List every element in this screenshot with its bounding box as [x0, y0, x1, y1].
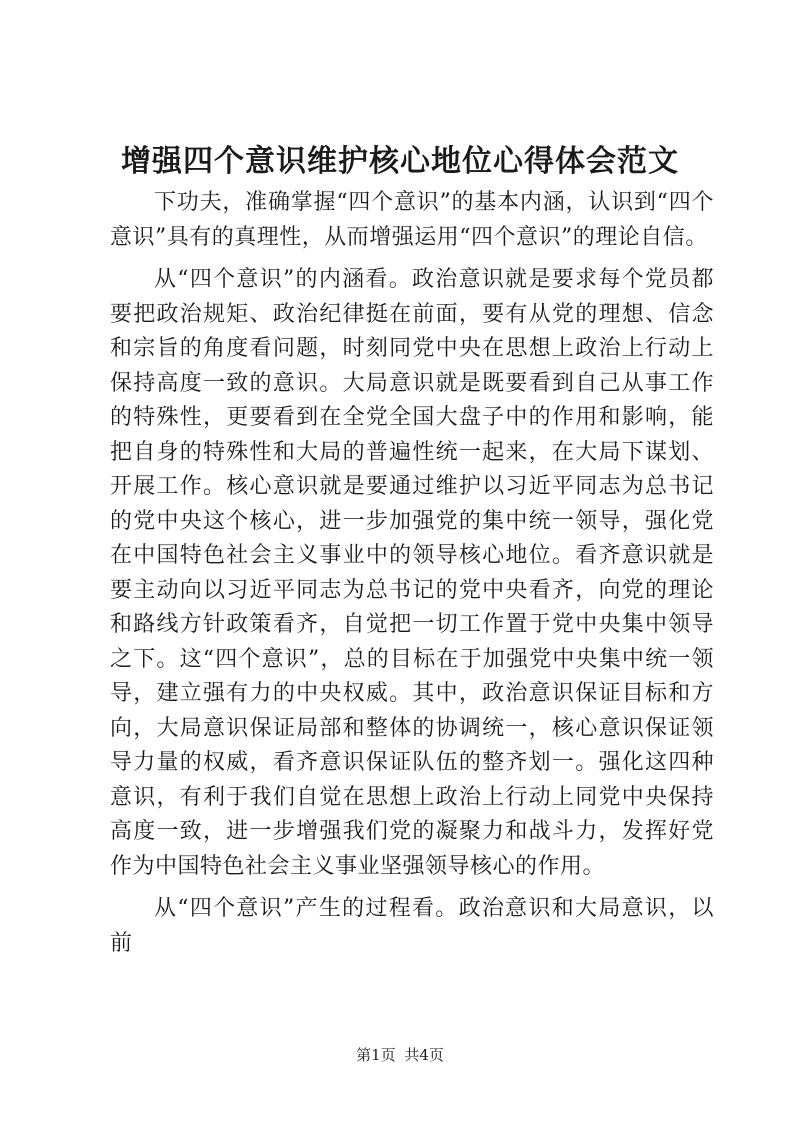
- page-number: 第1页: [356, 1046, 396, 1064]
- paragraph-intro: 下功夫，准确掌握“四个意识”的基本内涵，认识到“四个意识”具有的真理性，从而增强运用“四个意识”的理论自信。: [110, 190, 714, 250]
- paragraph-connotation: 从“四个意识”的内涵看。政治意识就是要求每个党员都要把政治规矩、政治纪律挺在前面，要有从党的理想、信念和宗旨的角度看问题，时刻同党中央在思想上政治上行动上保持高度一致的意识。大局意识就是既要看到自己从事工作的特殊性，更要看到在全党全国大盘子中的作用和影响，能把自身的特殊性和大局的普遍性统一起来，在大局下谋划、开展工作。核心意识就是要通过维护以习近平同志为总书记的党中央这个核心，进一步加强党的集中统一领导，强化党在中国特色社会主义事业中的领导核心地位。看齐意识就是要主动向以习近平同志为总书记的党中央看齐，向党的理论和路线方针政策看齐，自觉把一切工作置于党中央集中领导之下。这“四个意识”，总的目标在于加强党中央集中统一领导，建立强有力的中央权威。其中，政治意识保证目标和方向，大局意识保证局部和整体的协调统一，核心意识保证领导力量的权威，看齐意识保证队伍的整齐划一。强化这四种意识，有利于我们自觉在思想上政治上行动上同党中央保持高度一致，进一步增强我们党的凝聚力和战斗力，发挥好党作为中国特色社会主义事业坚强领导核心的作用。: [110, 267, 714, 879]
- page-footer: [0, 1045, 800, 1065]
- paragraph-process: 从“四个意识”产生的过程看。政治意识和大局意识，以前: [110, 896, 714, 956]
- document-body: [110, 186, 714, 969]
- document-title: 增强四个意识维护核心地位心得体会范文: [121, 144, 679, 179]
- page-total: 共4页: [404, 1046, 444, 1064]
